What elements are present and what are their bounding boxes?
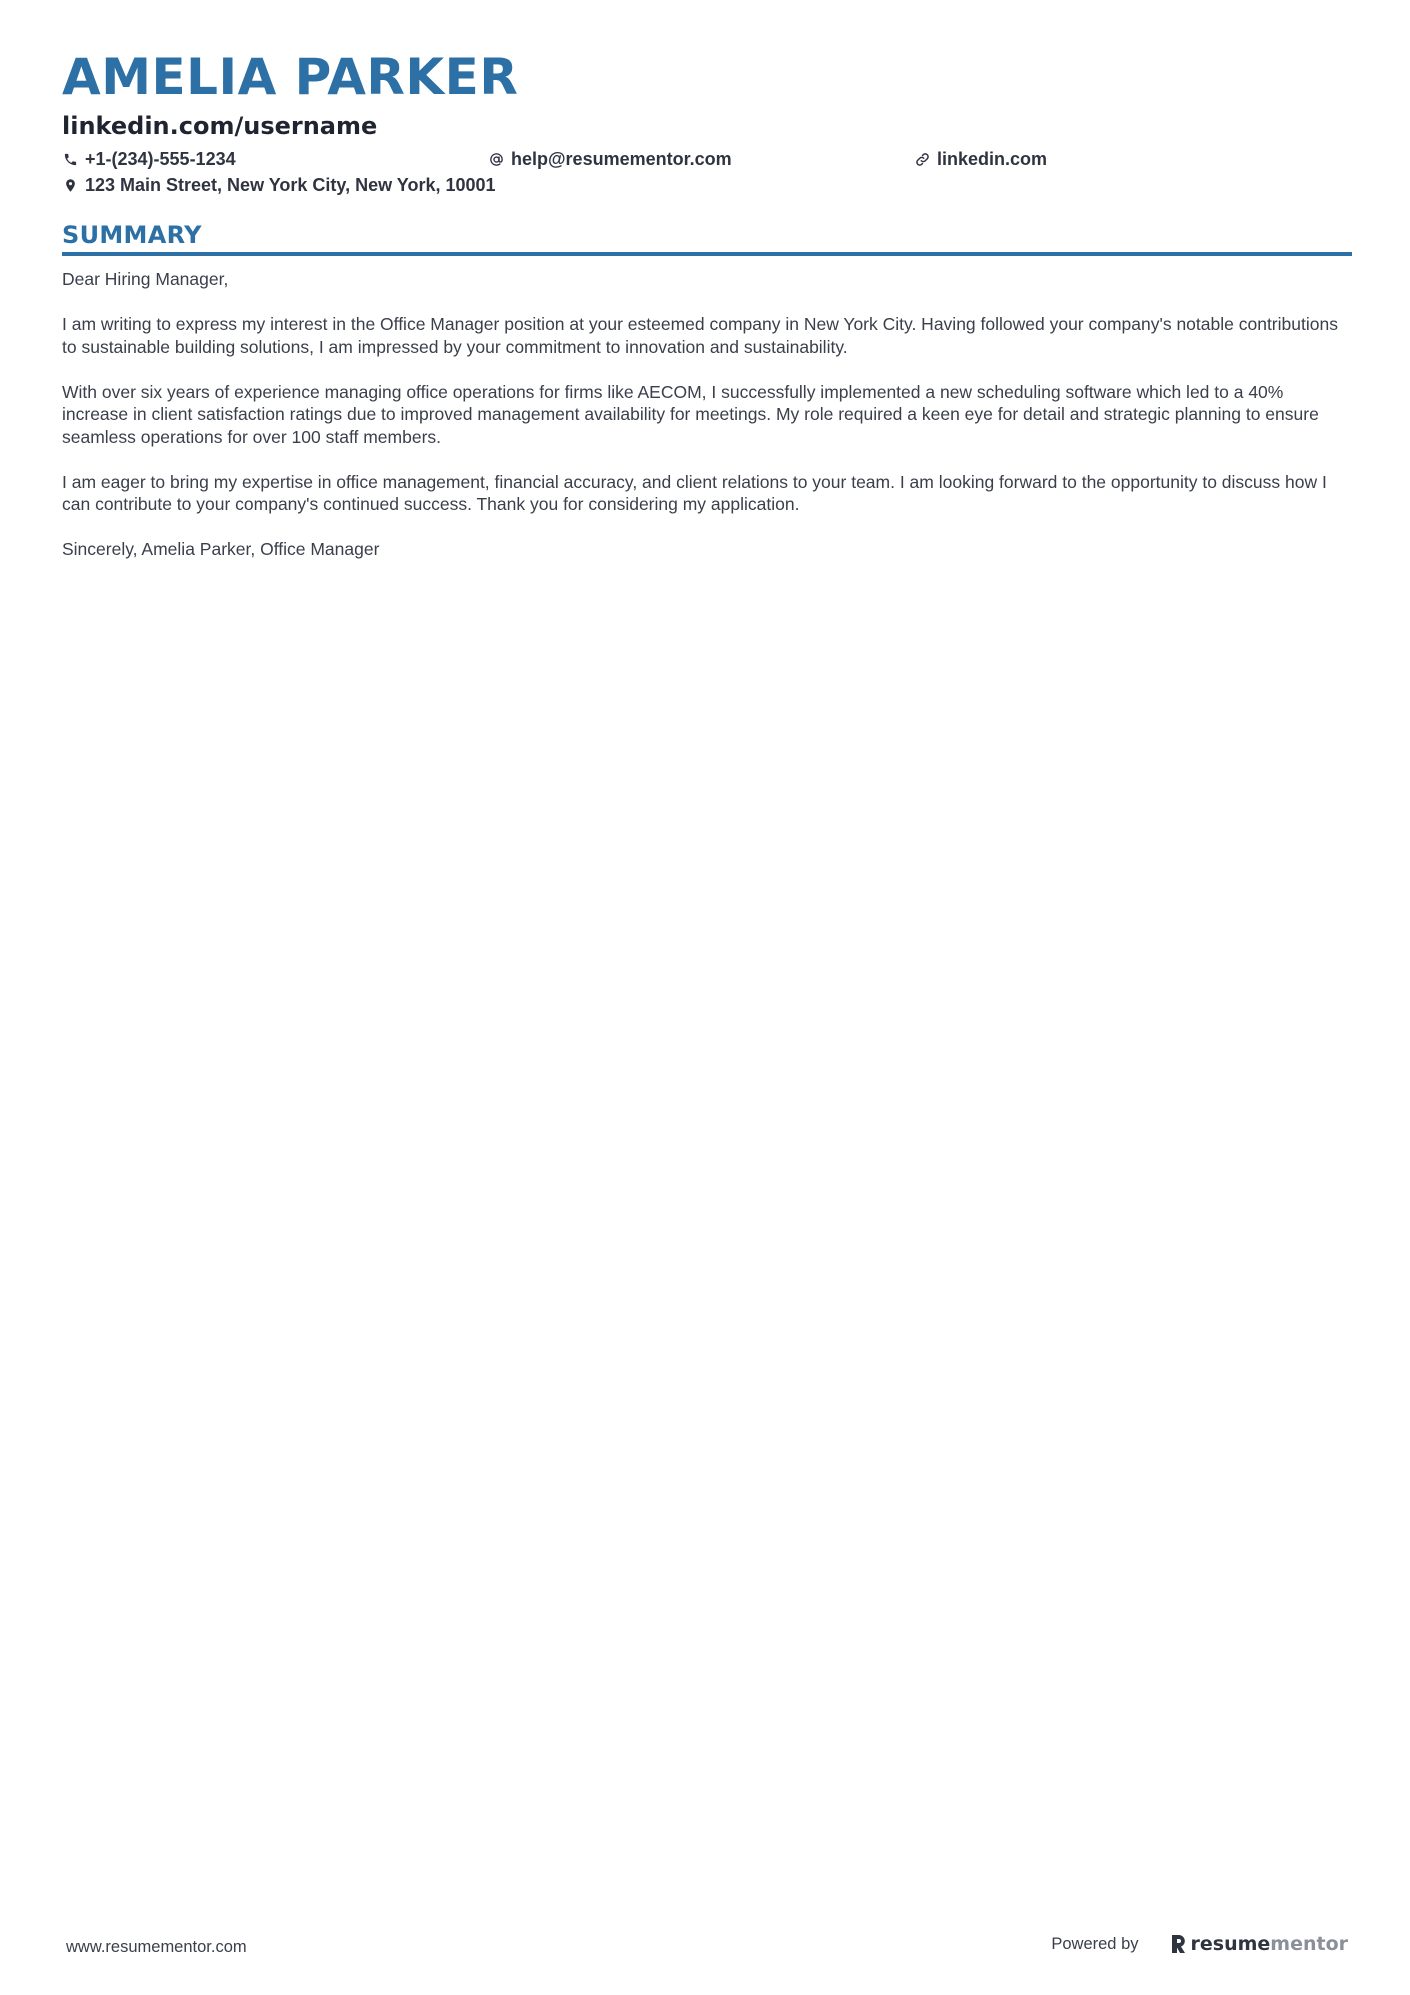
letter-salutation: Dear Hiring Manager,: [62, 269, 229, 289]
footer-powered-by: [1051, 1933, 1348, 1955]
contact-email[interactable]: [488, 146, 732, 172]
address-text: 123 Main Street, New York City, New York, 10001: [85, 175, 496, 195]
candidate-name: AMELIA PARKER: [62, 48, 519, 106]
contact-link[interactable]: [914, 146, 1047, 172]
email-text: help@resumementor.com: [511, 149, 732, 169]
location-pin-icon: [62, 177, 78, 193]
letter-paragraph: I am writing to express my interest in the Office Manager position at your esteemed company in New York City. Having followed your company's notable contributions to sustainable building solutions, I am impressed by your commitment to innovation and sustainability.: [62, 314, 1338, 357]
letter-paragraph: I am eager to bring my expertise in office management, financial accuracy, and client relations to your team. I am looking forward to the opportunity to discuss how I can contribute to your company's continued success. Thank you for considering my application.: [62, 471, 1327, 514]
phone-text: +1-(234)-555-1234: [85, 149, 236, 169]
resumementor-logo-icon: [1169, 1933, 1187, 1955]
brand-name-part1: resume: [1190, 1933, 1271, 1955]
brand-name-part2: mentor: [1270, 1933, 1348, 1955]
contact-phone: [62, 146, 236, 172]
letter-signoff: Sincerely, Amelia Parker, Office Manager: [62, 539, 380, 559]
contact-row-1: [62, 146, 1352, 172]
letter-paragraph: With over six years of experience managing office operations for firms like AECOM, I successfully implemented a new scheduling software which led to a 40% increase in client satisfaction ratings due to improved management availability for meetings. My role required a keen eye for detail and strategic planning to ensure seamless operations for over 100 staff members.: [62, 381, 1319, 447]
header: [62, 46, 1352, 198]
summary-section: [62, 220, 1352, 583]
letter-body: [62, 268, 1352, 561]
profile-subtitle: linkedin.com/username: [62, 112, 378, 140]
contact-address: [62, 172, 496, 198]
section-divider: [62, 252, 1352, 256]
contact-row-2: [62, 172, 1352, 198]
link-text: linkedin.com: [937, 149, 1048, 169]
section-title: SUMMARY: [62, 221, 202, 249]
phone-icon: [62, 151, 78, 167]
brand-logo[interactable]: [1169, 1933, 1349, 1955]
link-icon: [914, 151, 930, 167]
footer-website[interactable]: www.resumementor.com: [66, 1938, 247, 1956]
at-icon: [488, 151, 504, 167]
powered-by-label: Powered by: [1051, 1934, 1139, 1953]
